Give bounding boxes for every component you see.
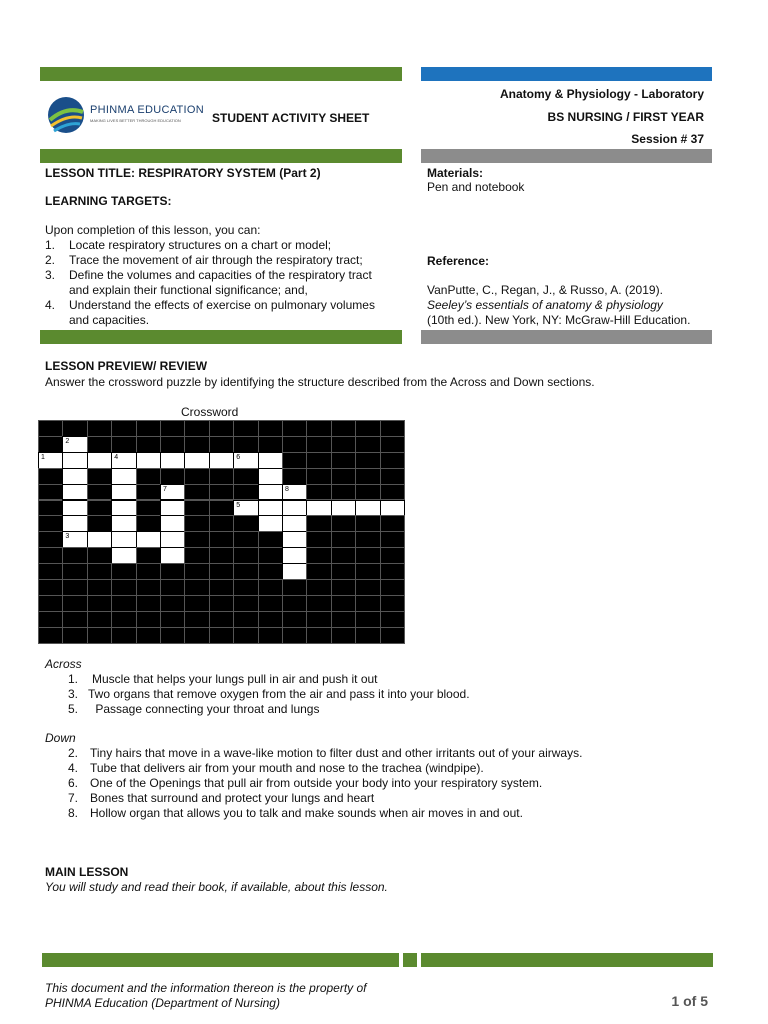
crossword-cell (136, 515, 161, 532)
crossword-cell (331, 452, 356, 469)
list-item: 6. One of the Openings that pull air from outside your body into your respiratory system. (68, 776, 543, 790)
crossword-cell (38, 484, 63, 501)
list-item: 4. Tube that delivers air from your mouth and nose to the trachea (windpipe). (68, 761, 484, 775)
crossword-cell (111, 579, 136, 596)
crossword-cell (282, 420, 307, 437)
crossword-cell (355, 484, 380, 501)
preview-green-bar (40, 330, 402, 344)
crossword-cell (380, 452, 405, 469)
crossword-cell (282, 579, 307, 596)
crossword-cell (331, 627, 356, 644)
crossword-cell (355, 547, 380, 564)
crossword-cell (380, 547, 405, 564)
crossword-cell (38, 627, 63, 644)
crossword-cell (160, 627, 185, 644)
crossword-cell[interactable] (136, 452, 161, 469)
crossword-clue-number: 6 (236, 453, 241, 461)
crossword-cell (160, 468, 185, 485)
main-lesson-heading: MAIN LESSON (45, 865, 129, 879)
crossword-cell (136, 468, 161, 485)
main-lesson-text: You will study and read their book, if available, about this lesson. (45, 880, 388, 894)
crossword-title: Crossword (181, 405, 239, 419)
crossword-cell (87, 627, 112, 644)
crossword-cell (380, 515, 405, 532)
learning-targets-list (45, 238, 375, 328)
crossword-cell[interactable] (160, 531, 185, 548)
preview-gray-bar (421, 330, 712, 344)
crossword-cell (380, 627, 405, 644)
crossword-cell (111, 627, 136, 644)
crossword-cell (160, 611, 185, 628)
crossword-cell (111, 420, 136, 437)
crossword-cell (184, 515, 209, 532)
crossword-cell[interactable] (380, 500, 405, 517)
header-blue-bar (421, 67, 712, 81)
lesson-green-bar (40, 149, 402, 163)
crossword-cell (209, 627, 234, 644)
crossword-clue-number: 2 (65, 437, 70, 445)
crossword-cell (233, 611, 258, 628)
crossword-cell (258, 547, 283, 564)
crossword-cell (306, 547, 331, 564)
crossword-cell (184, 563, 209, 580)
crossword-cell (38, 500, 63, 517)
crossword-cell (380, 595, 405, 612)
crossword-cell (111, 436, 136, 453)
footer-green-bar-left (42, 953, 399, 967)
crossword-cell (209, 595, 234, 612)
crossword-cell (258, 436, 283, 453)
crossword-cell (136, 563, 161, 580)
crossword-cell[interactable] (111, 500, 136, 517)
list-item: 2. Trace the movement of air through the respiratory tract; (45, 253, 363, 267)
crossword-cell (160, 420, 185, 437)
crossword-cell[interactable] (282, 531, 307, 548)
crossword-cell[interactable] (258, 452, 283, 469)
crossword-cell[interactable] (160, 515, 185, 532)
crossword-cell (380, 611, 405, 628)
logo-tagline: MAKING LIVES BETTER THROUGH EDUCATION (90, 118, 181, 123)
crossword-cell (380, 579, 405, 596)
crossword-cell (209, 611, 234, 628)
crossword-cell (380, 420, 405, 437)
lesson-title: LESSON TITLE: RESPIRATORY SYSTEM (Part 2) (45, 166, 321, 180)
crossword-cell[interactable] (355, 500, 380, 517)
crossword-cell (209, 484, 234, 501)
crossword-cell (160, 436, 185, 453)
crossword-cell[interactable] (160, 547, 185, 564)
crossword-cell[interactable] (160, 500, 185, 517)
phinma-logo-icon (46, 86, 86, 144)
crossword-cell (282, 611, 307, 628)
crossword-cell (87, 436, 112, 453)
crossword-cell (62, 627, 87, 644)
crossword-cell (209, 563, 234, 580)
crossword-cell (282, 627, 307, 644)
reference-heading: Reference: (427, 254, 490, 268)
crossword-cell (282, 436, 307, 453)
footer-green-bar-mid (403, 953, 417, 967)
list-item: and explain their functional significance; and, (69, 283, 308, 297)
crossword-cell (136, 420, 161, 437)
sheet-title: STUDENT ACTIVITY SHEET (212, 111, 370, 125)
crossword-cell[interactable] (160, 452, 185, 469)
crossword-clue-number: 1 (41, 453, 45, 461)
footer-line-1: This document and the information thereon is the property of (45, 981, 367, 995)
crossword-cell (306, 579, 331, 596)
crossword-cell (209, 547, 234, 564)
crossword-cell[interactable] (258, 468, 283, 485)
crossword-cell (306, 627, 331, 644)
crossword-cell (306, 595, 331, 612)
crossword-cell[interactable] (87, 531, 112, 548)
crossword-cell (233, 436, 258, 453)
crossword-cell (233, 484, 258, 501)
crossword-cell (331, 579, 356, 596)
footer-line-2: PHINMA Education (Department of Nursing) (45, 996, 280, 1010)
crossword-cell (209, 436, 234, 453)
crossword-clue-number: 3 (65, 533, 70, 541)
crossword-cell (136, 484, 161, 501)
crossword-cell (380, 531, 405, 548)
crossword-cell (62, 579, 87, 596)
crossword-cell[interactable] (62, 500, 87, 517)
crossword-cell (87, 484, 112, 501)
crossword-cell[interactable] (209, 452, 234, 469)
crossword-cell (331, 547, 356, 564)
crossword-cell (355, 452, 380, 469)
crossword-cell (136, 500, 161, 517)
crossword-cell (355, 515, 380, 532)
crossword-cell (258, 420, 283, 437)
crossword-cell (87, 420, 112, 437)
learning-targets-heading: LEARNING TARGETS: (45, 194, 172, 208)
list-item: 8. Hollow organ that allows you to talk and make sounds when air moves in and out. (68, 806, 523, 820)
crossword-cell (355, 627, 380, 644)
crossword-cell (87, 611, 112, 628)
list-item: 3. Two organs that remove oxygen from the air and pass it into your blood. (68, 687, 470, 701)
targets-intro: Upon completion of this lesson, you can: (45, 223, 261, 237)
list-item: 2. Tiny hairs that move in a wave-like motion to filter dust and other irritants out of your airways. (68, 746, 583, 760)
crossword-cell (306, 436, 331, 453)
crossword-cell (38, 611, 63, 628)
down-heading: Down (45, 731, 76, 745)
crossword-cell (355, 595, 380, 612)
crossword-cell (306, 563, 331, 580)
crossword-cell (355, 436, 380, 453)
crossword-cell (258, 611, 283, 628)
crossword-cell (184, 500, 209, 517)
crossword-cell (331, 611, 356, 628)
crossword-cell (306, 515, 331, 532)
course-title: Anatomy & Physiology - Laboratory (499, 87, 704, 101)
crossword-cell (62, 611, 87, 628)
crossword-clue-number: 8 (285, 485, 289, 493)
crossword-cell[interactable] (62, 484, 87, 501)
header-green-bar (40, 67, 402, 81)
crossword-cell (331, 468, 356, 485)
crossword-cell[interactable] (111, 547, 136, 564)
crossword-cell (233, 627, 258, 644)
crossword-cell (233, 420, 258, 437)
crossword-cell[interactable] (111, 515, 136, 532)
crossword-cell (306, 452, 331, 469)
crossword-cell[interactable] (136, 531, 161, 548)
crossword-cell (306, 420, 331, 437)
preview-instructions: Answer the crossword puzzle by identifying the structure described from the Across and Down sections. (45, 375, 595, 389)
crossword-cell (111, 563, 136, 580)
crossword-cell (184, 420, 209, 437)
crossword-cell (38, 468, 63, 485)
crossword-cell (306, 468, 331, 485)
crossword-cell (355, 420, 380, 437)
crossword-cell[interactable] (331, 500, 356, 517)
crossword-clue-number: 4 (114, 453, 119, 461)
crossword-cell (355, 611, 380, 628)
crossword-cell (209, 500, 234, 517)
crossword-cell (184, 579, 209, 596)
list-item: 7. Bones that surround and protect your lungs and heart (68, 791, 375, 805)
crossword-grid (38, 420, 403, 642)
crossword-cell (111, 595, 136, 612)
crossword-cell (38, 595, 63, 612)
crossword-cell (233, 579, 258, 596)
crossword-cell (355, 531, 380, 548)
crossword-cell (38, 420, 63, 437)
crossword-cell (282, 452, 307, 469)
crossword-cell (233, 515, 258, 532)
crossword-cell (62, 420, 87, 437)
crossword-clue-number: 5 (236, 501, 241, 509)
crossword-cell (282, 595, 307, 612)
crossword-cell (331, 420, 356, 437)
crossword-cell (184, 484, 209, 501)
crossword-cell (258, 595, 283, 612)
crossword-cell (111, 611, 136, 628)
crossword-cell (136, 595, 161, 612)
crossword-cell[interactable] (62, 468, 87, 485)
crossword-cell (380, 468, 405, 485)
crossword-cell (136, 547, 161, 564)
crossword-cell[interactable] (258, 515, 283, 532)
phinma-logo (46, 86, 206, 146)
crossword-cell (258, 627, 283, 644)
crossword-cell (258, 579, 283, 596)
crossword-cell (184, 531, 209, 548)
crossword-cell[interactable] (282, 547, 307, 564)
reference-line-3: (10th ed.). New York, NY: McGraw-Hill Education. (427, 313, 691, 327)
crossword-cell (306, 531, 331, 548)
reference-book-title: Seeley’s essentials of anatomy & physiology (427, 298, 663, 312)
crossword-cell[interactable] (62, 452, 87, 469)
materials-text: Pen and notebook (427, 180, 525, 194)
crossword-cell[interactable] (282, 563, 307, 580)
list-item: and capacities. (69, 313, 150, 327)
program-title: BS NURSING / FIRST YEAR (547, 110, 704, 124)
crossword-cell (38, 531, 63, 548)
crossword-cell (184, 468, 209, 485)
crossword-cell (282, 468, 307, 485)
across-heading: Across (45, 657, 82, 671)
down-list (68, 746, 582, 821)
crossword-cell (331, 531, 356, 548)
preview-heading: LESSON PREVIEW/ REVIEW (45, 359, 208, 373)
crossword-cell (355, 563, 380, 580)
crossword-cell (233, 547, 258, 564)
logo-text: PHINMA EDUCATION (90, 104, 204, 116)
crossword-cell (87, 563, 112, 580)
crossword-cell (160, 595, 185, 612)
crossword-cell[interactable] (111, 468, 136, 485)
crossword-cell (258, 531, 283, 548)
crossword-cell[interactable] (282, 515, 307, 532)
across-list (68, 672, 470, 717)
crossword-cell (306, 611, 331, 628)
crossword-cell (160, 579, 185, 596)
crossword-cell (38, 515, 63, 532)
crossword-cell (355, 468, 380, 485)
footer-green-bar-right (421, 953, 713, 967)
crossword-cell (62, 547, 87, 564)
crossword-cell (209, 468, 234, 485)
crossword-cell (355, 579, 380, 596)
crossword-cell (62, 563, 87, 580)
crossword-cell (380, 484, 405, 501)
crossword-cell (331, 484, 356, 501)
crossword-cell (331, 436, 356, 453)
crossword-cell (87, 595, 112, 612)
crossword-cell (258, 563, 283, 580)
crossword-cell (233, 468, 258, 485)
crossword-cell[interactable] (111, 484, 136, 501)
crossword-cell (209, 579, 234, 596)
crossword-cell (233, 595, 258, 612)
crossword-cell (62, 595, 87, 612)
list-item: 1. Muscle that helps your lungs pull in air and push it out (68, 672, 378, 686)
crossword-cell (136, 579, 161, 596)
crossword-cell (38, 547, 63, 564)
crossword-cell (233, 531, 258, 548)
crossword-cell (184, 627, 209, 644)
crossword-cell (331, 563, 356, 580)
list-item: 5. Passage connecting your throat and lungs (68, 702, 320, 716)
crossword-cell (136, 611, 161, 628)
reference-line-1: VanPutte, C., Regan, J., & Russo, A. (2019). (427, 283, 663, 297)
page-number: 1 of 5 (671, 993, 708, 1009)
crossword-cell (380, 436, 405, 453)
crossword-cell[interactable] (87, 452, 112, 469)
crossword-cell (38, 436, 63, 453)
list-item: 4. Understand the effects of exercise on pulmonary volumes (45, 298, 375, 312)
crossword-cell[interactable] (184, 452, 209, 469)
crossword-cell (87, 579, 112, 596)
crossword-cell (184, 595, 209, 612)
crossword-clue-number: 7 (163, 485, 167, 493)
crossword-cell (184, 436, 209, 453)
crossword-cell (331, 595, 356, 612)
crossword-cell[interactable] (62, 515, 87, 532)
crossword-cell (38, 579, 63, 596)
crossword-cell (331, 515, 356, 532)
crossword-cell (87, 515, 112, 532)
crossword-cell[interactable] (258, 500, 283, 517)
crossword-cell (87, 547, 112, 564)
crossword-cell (233, 563, 258, 580)
session-number: Session # 37 (631, 132, 704, 146)
crossword-cell (87, 500, 112, 517)
crossword-cell (136, 436, 161, 453)
crossword-cell (87, 468, 112, 485)
crossword-cell[interactable] (282, 500, 307, 517)
crossword-cell (306, 484, 331, 501)
crossword-cell[interactable] (258, 484, 283, 501)
materials-heading: Materials: (427, 166, 484, 180)
lesson-gray-bar (421, 149, 712, 163)
list-item: 3. Define the volumes and capacities of the respiratory tract (45, 268, 372, 282)
list-item: 1. Locate respiratory structures on a chart or model; (45, 238, 332, 252)
crossword-cell (184, 611, 209, 628)
crossword-cell[interactable] (306, 500, 331, 517)
crossword-cell (38, 563, 63, 580)
crossword-cell (209, 420, 234, 437)
crossword-cell (184, 547, 209, 564)
crossword-cell (136, 627, 161, 644)
crossword-cell (160, 563, 185, 580)
crossword-cell (380, 563, 405, 580)
crossword-cell (209, 531, 234, 548)
crossword-cell[interactable] (111, 531, 136, 548)
crossword-cell (209, 515, 234, 532)
